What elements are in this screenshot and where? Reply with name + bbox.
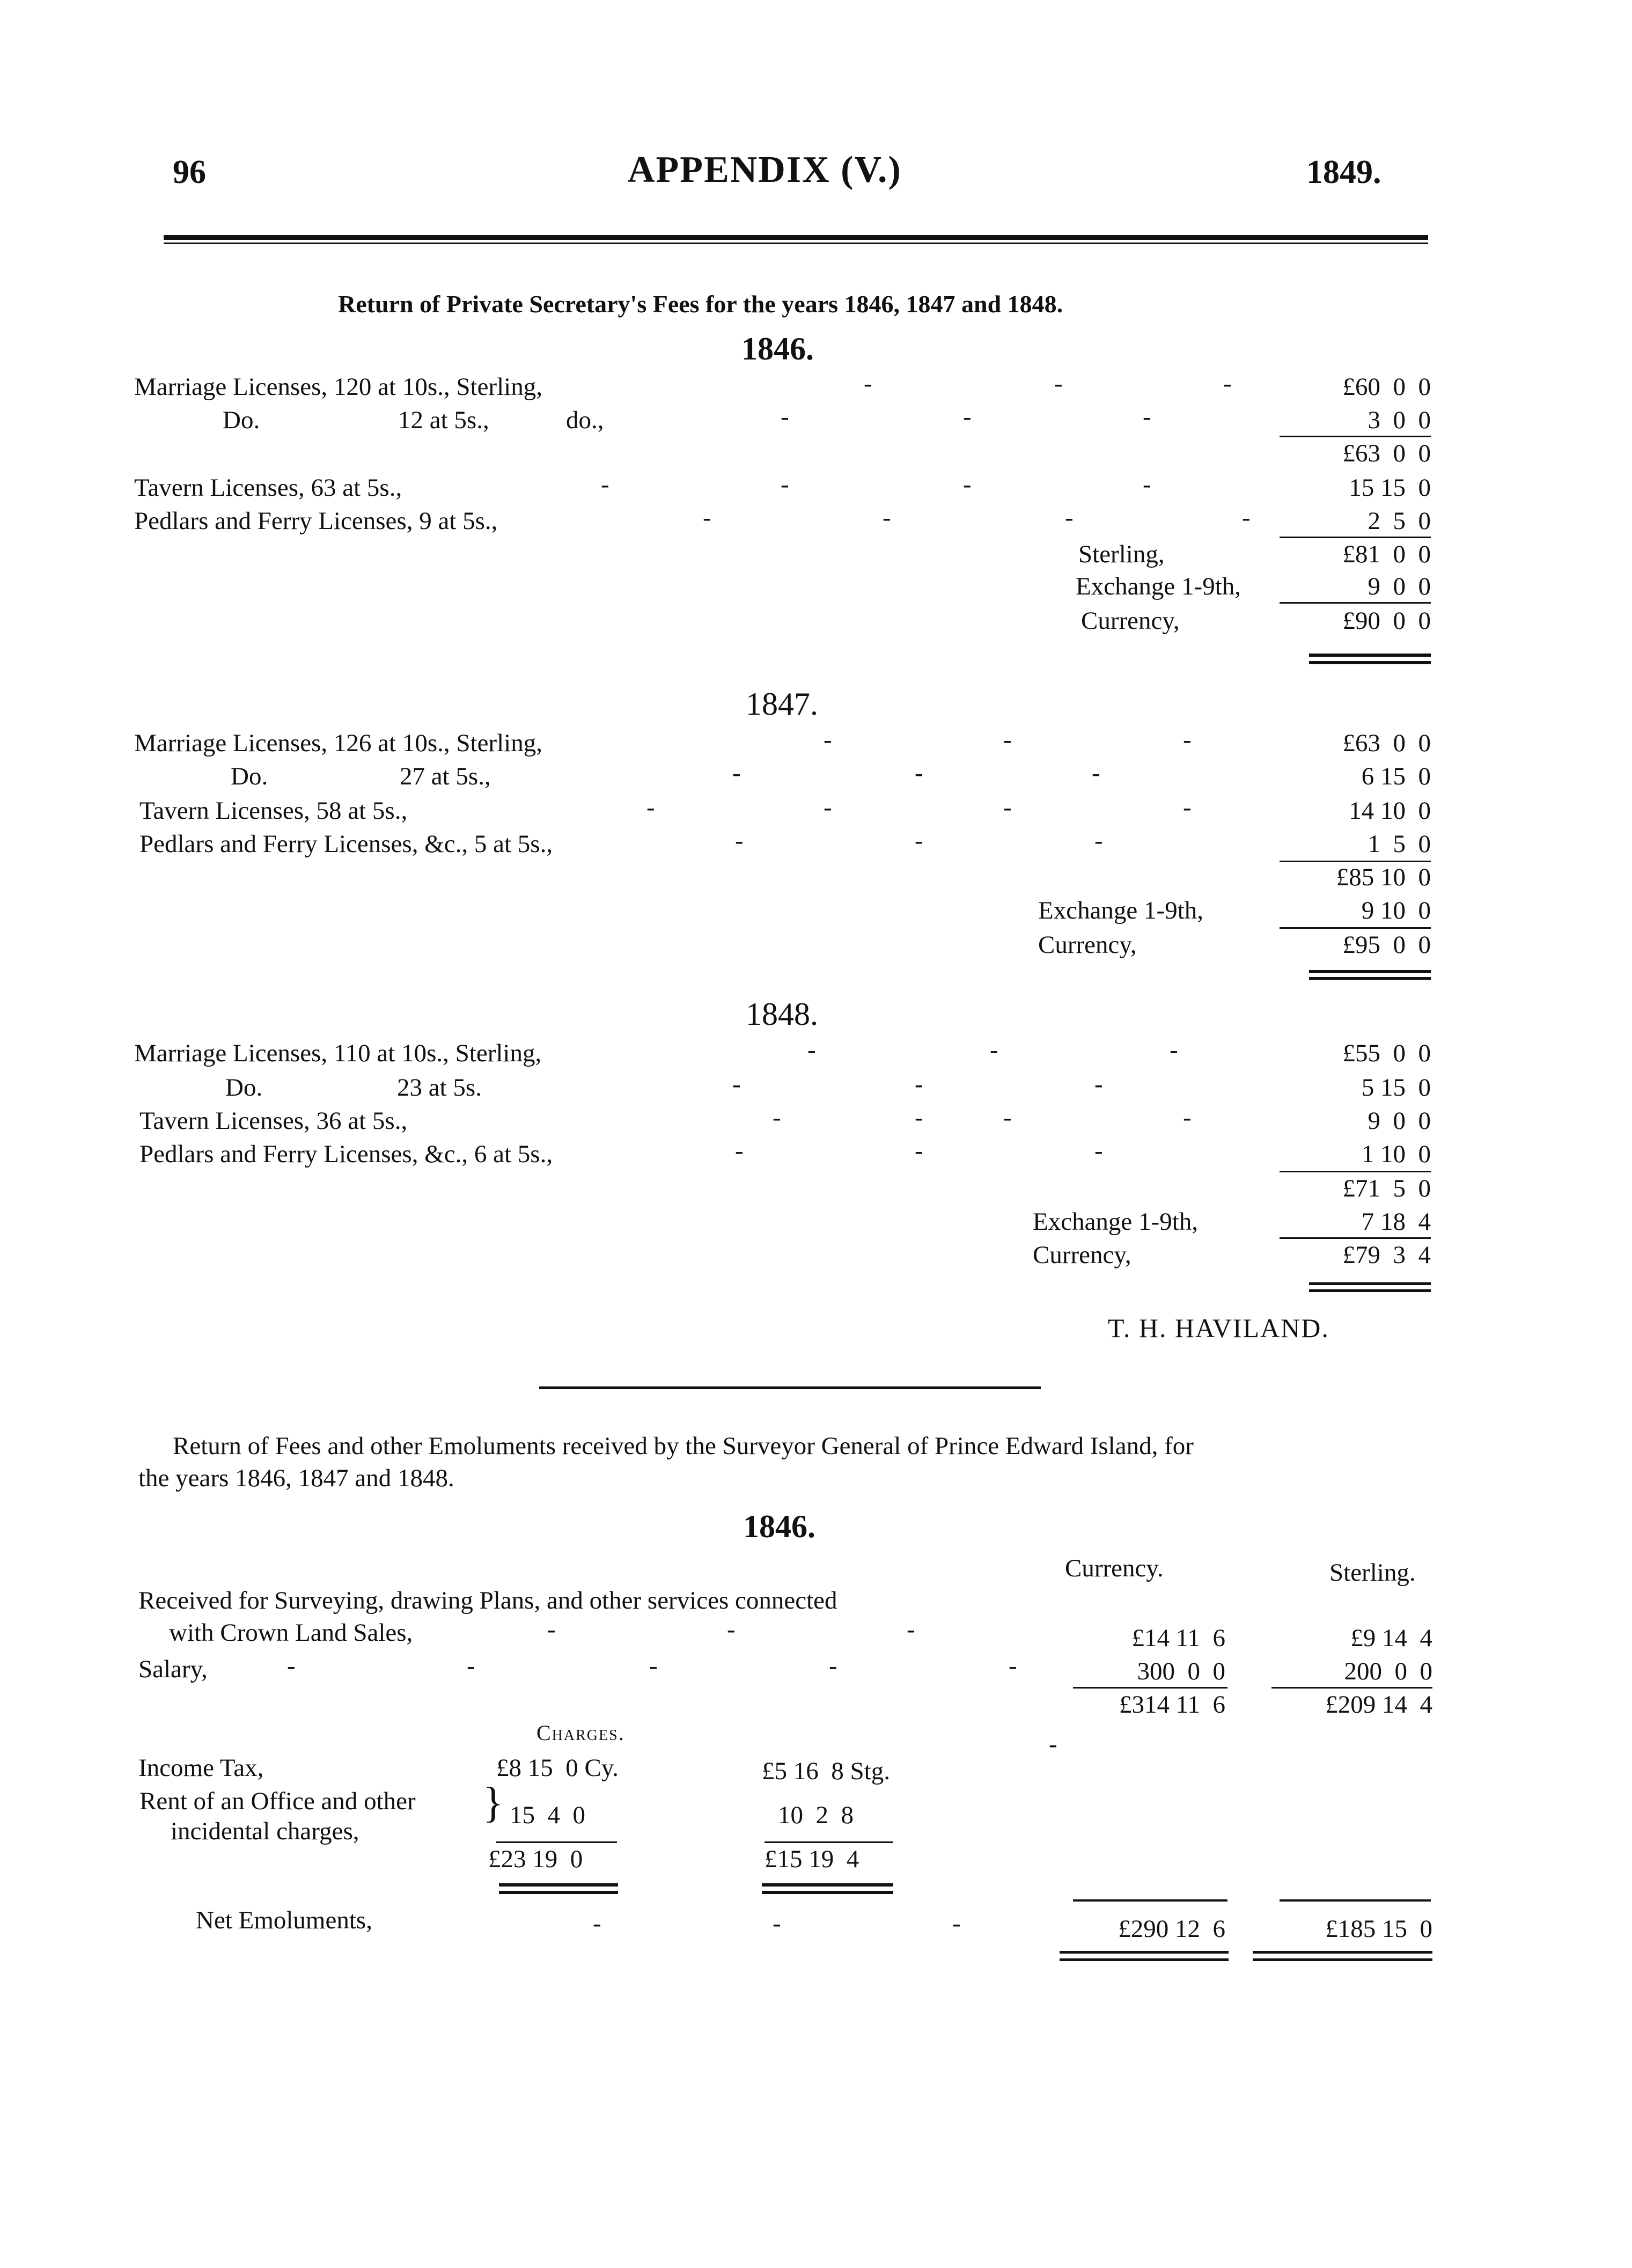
ps-dash: -	[1003, 726, 1012, 754]
ps-1847-currency-label: Currency,	[1038, 931, 1137, 959]
sg-brace: }	[483, 1779, 504, 1826]
ps-1847-r4-label: Pedlars and Ferry Licenses, &c., 5 at 5s.,	[139, 830, 553, 858]
ps-dash: -	[781, 403, 789, 431]
double-rule	[499, 1883, 618, 1887]
ps-1848-r3-amount: 9 0 0	[1368, 1107, 1431, 1135]
ps-1846-r2-do2: do.,	[566, 406, 604, 434]
ps-dash: -	[915, 1070, 923, 1098]
ps-dash: -	[1143, 403, 1151, 431]
rule	[1280, 927, 1431, 929]
ps-dash: -	[781, 471, 789, 498]
ps-dash: -	[1092, 759, 1100, 787]
sg-dash: -	[649, 1652, 658, 1680]
sg-dash: -	[1049, 1730, 1057, 1758]
rule	[1280, 602, 1431, 604]
sg-dash: -	[467, 1652, 475, 1680]
sg-total-sterling: £209 14 4	[1325, 1691, 1432, 1719]
ps-1846-r1-label: Marriage Licenses, 120 at 10s., Sterling,	[134, 373, 542, 401]
ps-1848-r1-amount: £55 0 0	[1342, 1039, 1431, 1067]
header-year: 1849.	[1306, 154, 1381, 190]
double-rule	[1309, 977, 1431, 980]
ps-1847-r4-amount: 1 5 0	[1368, 830, 1431, 858]
sg-rent-currency: 15 4 0	[510, 1801, 585, 1829]
ps-1846-r2-amount: 3 0 0	[1368, 406, 1431, 434]
sg-charges-total-sterling: £15 19 4	[764, 1845, 859, 1873]
ps-dash: -	[1183, 726, 1192, 754]
double-rule	[762, 1883, 893, 1887]
ps-1847-exchange-label: Exchange 1-9th,	[1038, 897, 1204, 924]
ps-1848-r2-do: Do.	[225, 1074, 263, 1102]
ps-dash: -	[1183, 1104, 1192, 1132]
ps-dash: -	[1054, 370, 1063, 398]
ps-dash: -	[1242, 504, 1251, 532]
rule	[1280, 861, 1431, 862]
double-rule	[1309, 970, 1431, 973]
ps-dash: -	[1094, 1070, 1103, 1098]
ps-dash: -	[915, 827, 923, 855]
ps-dash: -	[824, 726, 832, 754]
sg-dash: -	[727, 1616, 736, 1643]
ps-dash: -	[1003, 794, 1012, 821]
ps-1847-currency-amount: £95 0 0	[1342, 931, 1431, 959]
sg-dash: -	[773, 1910, 781, 1937]
sg-title-line2: the years 1846, 1847 and 1848.	[138, 1464, 454, 1492]
ps-1848-subtotal: £71 5 0	[1342, 1175, 1431, 1202]
sg-rent-line2: incidental charges,	[171, 1817, 359, 1845]
sg-total-currency: £314 11 6	[1119, 1691, 1225, 1719]
ps-1848-currency-label: Currency,	[1033, 1241, 1131, 1269]
ps-dash: -	[1003, 1104, 1012, 1132]
ps-1847-r1-label: Marriage Licenses, 126 at 10s., Sterling,	[134, 729, 542, 757]
double-rule	[1309, 1282, 1431, 1285]
sg-dash: -	[907, 1616, 915, 1643]
sg-charges-total-currency: £23 19 0	[488, 1845, 583, 1873]
sg-rent-line1: Rent of an Office and other	[139, 1787, 416, 1815]
ps-1846-r4-amount: 2 5 0	[1368, 507, 1431, 535]
ps-dash: -	[1094, 827, 1103, 855]
page-title: APPENDIX (V.)	[628, 149, 902, 190]
ps-dash: -	[963, 471, 972, 498]
ps-dash: -	[824, 794, 832, 821]
double-rule	[1060, 1958, 1229, 1961]
section-divider	[539, 1386, 1041, 1389]
ps-1848-r1-label: Marriage Licenses, 110 at 10s., Sterling,	[134, 1039, 542, 1067]
sg-dash: -	[1009, 1652, 1017, 1680]
sg-received-currency: £14 11 6	[1131, 1624, 1225, 1652]
ps-dash: -	[915, 1104, 923, 1132]
double-rule	[1253, 1958, 1432, 1961]
ps-1847-r2-amount: 6 15 0	[1361, 762, 1431, 790]
double-rule	[1060, 1951, 1229, 1954]
ps-dash: -	[807, 1036, 816, 1064]
ps-dash: -	[864, 370, 872, 398]
sg-dash: -	[952, 1910, 961, 1937]
page-number: 96	[173, 154, 206, 190]
ps-1846-r3-label: Tavern Licenses, 63 at 5s.,	[134, 474, 402, 502]
ps-1848-currency-amount: £79 3 4	[1342, 1241, 1431, 1269]
ps-1848-exchange-amount: 7 18 4	[1361, 1208, 1431, 1236]
ps-1847-exchange-amount: 9 10 0	[1361, 897, 1431, 924]
sg-net-label: Net Emoluments,	[196, 1906, 372, 1934]
sg-year: 1846.	[743, 1509, 815, 1544]
sg-income-tax-label: Income Tax,	[138, 1754, 264, 1782]
ps-1846-sterling-label: Sterling,	[1078, 540, 1165, 568]
ps-dash: -	[963, 403, 972, 431]
ps-1846-r4-label: Pedlars and Ferry Licenses, 9 at 5s.,	[134, 507, 498, 535]
ps-1848-r2-count: 23 at 5s.	[397, 1074, 482, 1102]
rule	[1073, 1899, 1227, 1902]
ps-dash: -	[1170, 1036, 1178, 1064]
sg-income-tax-currency: £8 15 0 Cy.	[496, 1754, 619, 1782]
sg-col-sterling: Sterling.	[1329, 1559, 1416, 1587]
ps-1846-year: 1846.	[741, 331, 814, 366]
sg-title-line1: Return of Fees and other Emoluments received by the Surveyor General of Prince Edward Island, for	[173, 1432, 1194, 1460]
sg-salary-sterling: 200 0 0	[1344, 1657, 1432, 1685]
double-rule	[1309, 1289, 1431, 1292]
ps-dash: -	[1143, 471, 1151, 498]
ps-1848-year: 1848.	[746, 996, 818, 1032]
rule	[1073, 1687, 1227, 1689]
double-rule	[499, 1891, 618, 1894]
double-rule	[1253, 1951, 1432, 1954]
ps-dash: -	[915, 759, 923, 787]
ps-1848-r4-amount: 1 10 0	[1361, 1140, 1431, 1168]
double-rule	[1309, 654, 1431, 657]
header-rule	[164, 235, 1428, 240]
header-rule-thin	[164, 243, 1428, 244]
rule	[1280, 537, 1431, 538]
ps-1848-r3-label: Tavern Licenses, 36 at 5s.,	[139, 1107, 408, 1135]
ps-1846-r3-amount: 15 15 0	[1349, 474, 1431, 502]
ps-dash: -	[1183, 794, 1192, 821]
sg-salary-label: Salary,	[138, 1655, 208, 1683]
rule	[1280, 436, 1431, 437]
sg-rent-sterling: 10 2 8	[778, 1801, 854, 1829]
sg-net-currency: £290 12 6	[1118, 1915, 1225, 1943]
ps-1847-r2-count: 27 at 5s.,	[400, 762, 491, 790]
sg-dash: -	[547, 1616, 556, 1643]
ps-1848-r2-amount: 5 15 0	[1361, 1074, 1431, 1102]
ps-1848-r4-label: Pedlars and Ferry Licenses, &c., 6 at 5s.,	[139, 1140, 553, 1168]
ps-1846-r1-amount: £60 0 0	[1342, 373, 1431, 401]
sg-salary-currency: 300 0 0	[1137, 1657, 1225, 1685]
ps-1846-currency-label: Currency,	[1081, 607, 1180, 635]
ps-1847-subtotal: £85 10 0	[1336, 863, 1431, 891]
ps-dash: -	[735, 1137, 744, 1165]
ps-dash: -	[990, 1036, 998, 1064]
ps-1846-r2-do: Do.	[223, 406, 260, 434]
ps-dash: -	[732, 759, 741, 787]
ps-1847-r2-do: Do.	[231, 762, 268, 790]
sg-net-sterling: £185 15 0	[1325, 1915, 1432, 1943]
ps-dash: -	[732, 1070, 741, 1098]
sg-received-line2: with Crown Land Sales,	[169, 1619, 413, 1647]
rule	[1280, 1237, 1431, 1239]
ps-1846-sterling-amount: £81 0 0	[1342, 540, 1431, 568]
rule	[764, 1841, 893, 1843]
sg-dash: -	[287, 1652, 296, 1680]
ps-1847-r1-amount: £63 0 0	[1342, 729, 1431, 757]
rule	[1280, 1899, 1431, 1902]
ps-1847-r3-amount: 14 10 0	[1349, 797, 1431, 825]
ps-dash: -	[601, 471, 609, 498]
ps-1848-exchange-label: Exchange 1-9th,	[1033, 1208, 1199, 1236]
rule	[1271, 1687, 1432, 1689]
ps-dash: -	[1094, 1137, 1103, 1165]
ps-signature: T. H. HAVILAND.	[1108, 1313, 1329, 1343]
ps-title: Return of Private Secretary's Fees for the years 1846, 1847 and 1848.	[338, 290, 1063, 318]
sg-charges-heading: Charges.	[536, 1721, 625, 1745]
ps-1846-currency-amount: £90 0 0	[1342, 607, 1431, 635]
ps-1847-r3-label: Tavern Licenses, 58 at 5s.,	[139, 797, 408, 825]
ps-1846-subtotal: £63 0 0	[1342, 439, 1431, 467]
ps-dash: -	[735, 827, 744, 855]
sg-dash: -	[593, 1910, 601, 1937]
rule	[496, 1841, 617, 1843]
ps-dash: -	[773, 1104, 781, 1132]
ps-dash: -	[1065, 504, 1074, 532]
sg-received-sterling: £9 14 4	[1350, 1624, 1432, 1652]
ps-1846-exchange-label: Exchange 1-9th,	[1076, 572, 1241, 600]
ps-dash: -	[915, 1137, 923, 1165]
rule	[1280, 1171, 1431, 1172]
sg-received-line1: Received for Surveying, drawing Plans, and other services connected	[138, 1587, 837, 1614]
sg-dash: -	[829, 1652, 837, 1680]
ps-dash: -	[703, 504, 711, 532]
ps-dash: -	[646, 794, 655, 821]
ps-dash: -	[1223, 370, 1232, 398]
ps-dash: -	[883, 504, 891, 532]
ps-1847-year: 1847.	[746, 686, 818, 722]
ps-1846-r2-count: 12 at 5s.,	[398, 406, 489, 434]
double-rule	[762, 1891, 893, 1894]
sg-income-tax-sterling: £5 16 8 Stg.	[762, 1757, 890, 1785]
ps-1846-exchange-amount: 9 0 0	[1368, 572, 1431, 600]
sg-col-currency: Currency.	[1065, 1554, 1164, 1582]
double-rule	[1309, 661, 1431, 664]
